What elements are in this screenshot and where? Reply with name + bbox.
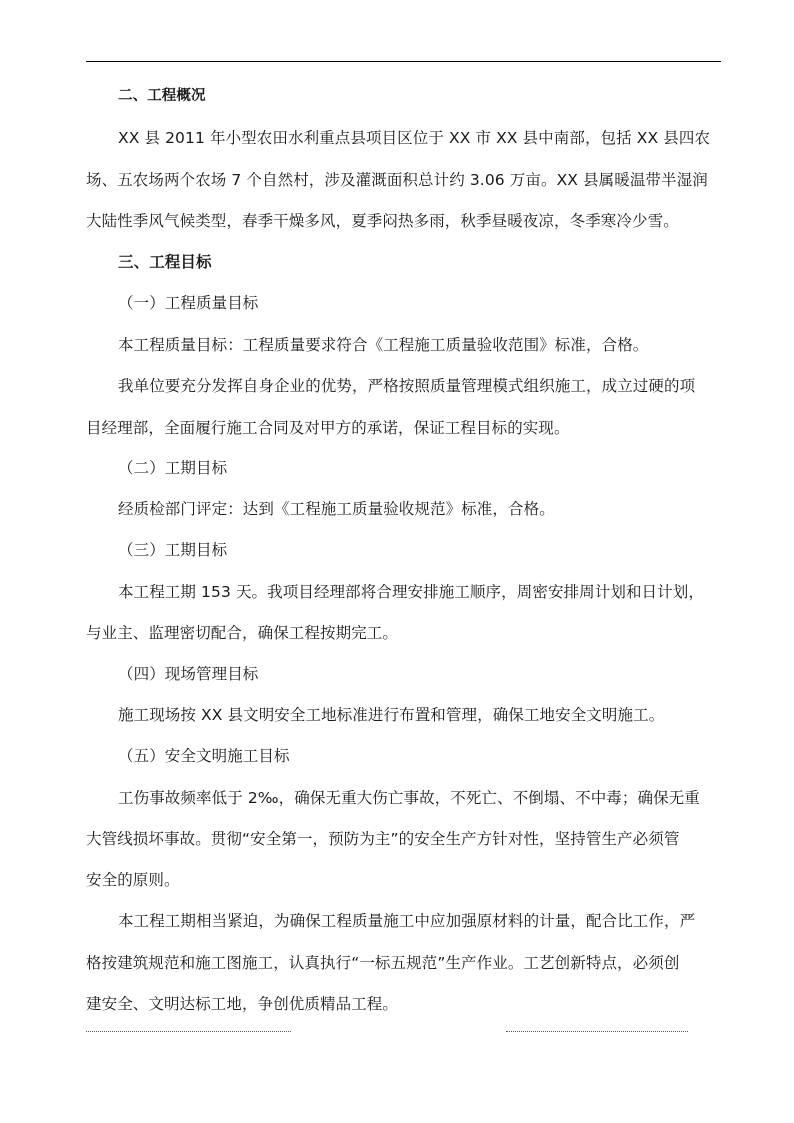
footer-dotted-line-right (506, 1031, 688, 1032)
heading-goals: 三、工程目标 (118, 253, 212, 271)
section-2-paragraph: 经质检部门评定：达到《工程施工质量验收规范》标准，合格。 (118, 500, 555, 518)
section-5-line-3: 安全的原则。 (86, 871, 180, 889)
heading-overview: 二、工程概况 (118, 88, 206, 104)
overview-line-3: 大陆性季风气候类型，春季干燥多风，夏季闷热多雨，秋季昼暖夜凉，冬季寒冷少雪。 (86, 212, 679, 230)
section-5-line-2: 大管线损坏事故。贯彻“安全第一，预防为主”的安全生产方针对性，坚持管生产必须管 (86, 830, 680, 848)
section-1-paragraph-2-line-1: 我单位要充分发挥自身企业的优势，严格按照质量管理模式组织施工，成立过硬的项 (118, 377, 696, 395)
overview-line-2: 场、五农场两个农场 7 个自然村，涉及灌溉面积总计约 3.06 万亩。XX 县属暖温带半湿润 (86, 171, 708, 189)
section-4-title: （四）现场管理目标 (118, 665, 259, 683)
section-1-title: （一）工程质量目标 (118, 294, 259, 312)
overview-line-1: XX 县 2011 年小型农田水利重点县项目区位于 XX 市 XX 县中南部，包括 XX 县四农 (118, 129, 711, 147)
closing-line-1: 本工程工期相当紧迫，为确保工程质量施工中应加强原材料的计量，配合比工作，严 (118, 912, 696, 930)
header-rule (86, 61, 721, 62)
section-5-title: （五）安全文明施工目标 (118, 747, 290, 765)
closing-line-2: 格按建筑规范和施工图施工，认真执行“一标五规范”生产作业。工艺创新特点，必须创 (86, 954, 680, 972)
section-3-line-2: 与业主、监理密切配合，确保工程按期完工。 (86, 624, 399, 642)
section-1-paragraph-1: 本工程质量目标：工程质量要求符合《工程施工质量验收范围》标准，合格。 (118, 336, 649, 354)
section-3-line-1: 本工程工期 153 天。我项目经理部将合理安排施工顺序，周密安排周计划和日计划， (118, 583, 704, 601)
footer-dotted-line-left (86, 1031, 291, 1032)
section-1-paragraph-2-line-2: 目经理部，全面履行施工合同及对甲方的承诺，保证工程目标的实现。 (86, 419, 570, 437)
section-5-line-1: 工伤事故频率低于 2‰，确保无重大伤亡事故，不死亡、不倒塌、不中毒；确保无重 (118, 789, 700, 807)
section-4-paragraph: 施工现场按 XX 县文明安全工地标准进行布置和管理，确保工地安全文明施工。 (118, 706, 665, 724)
section-3-title: （三）工期目标 (118, 541, 228, 559)
section-2-title: （二）工期目标 (118, 459, 228, 477)
closing-line-3: 建安全、文明达标工地，争创优质精品工程。 (86, 995, 399, 1013)
